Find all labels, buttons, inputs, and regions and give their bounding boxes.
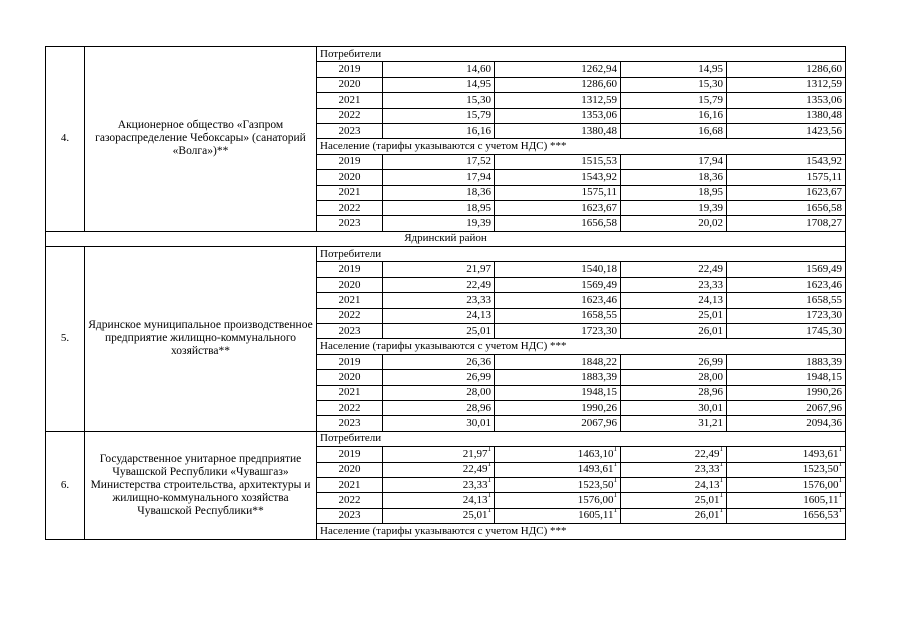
value-cell: 1708,27 (727, 216, 846, 231)
value-cell: 18,36 (383, 185, 495, 200)
value-cell: 20,02 (621, 216, 727, 231)
value-cell: 15,30 (621, 77, 727, 92)
group-header-row (46, 47, 846, 62)
year-cell: 2020 (317, 277, 383, 292)
value-cell: 26,99 (621, 354, 727, 369)
year-cell: 2023 (317, 324, 383, 339)
district-row (46, 231, 846, 246)
value-cell: 1990,26 (727, 385, 846, 400)
year-cell: 2021 (317, 477, 383, 492)
year-cell: 2020 (317, 462, 383, 477)
tariff-table (45, 46, 846, 540)
value-cell: 25,01$^1$ (383, 508, 495, 523)
group-label: Население (тарифы указываются с учетом НДС) *** (317, 139, 846, 154)
year-cell: 2021 (317, 385, 383, 400)
value-cell: 25,01 (383, 324, 495, 339)
value-cell: 1569,49 (495, 277, 621, 292)
footnote-mark: 1 (487, 446, 491, 453)
value-cell: 1540,18 (495, 262, 621, 277)
value-cell: 1576,00$^1$ (727, 477, 846, 492)
year-cell: 2019 (317, 447, 383, 462)
year-cell: 2022 (317, 308, 383, 323)
year-cell: 2022 (317, 493, 383, 508)
value-cell: 28,00 (383, 385, 495, 400)
value-cell: 22,49$^1$ (621, 447, 727, 462)
year-cell: 2022 (317, 400, 383, 415)
year-cell: 2019 (317, 154, 383, 169)
year-cell: 2019 (317, 262, 383, 277)
org-name: Акционерное общество «Газпром газораспределение Чебоксары» (санаторий «Волга»)** (85, 47, 317, 232)
value-cell: 1515,53 (495, 154, 621, 169)
org-name: Ядринское муниципальное производственное предприятие жилищно-коммунального хозяйства** (85, 247, 317, 432)
group-label: Население (тарифы указываются с учетом НДС) *** (317, 339, 846, 354)
value-cell: 1656,58 (727, 200, 846, 215)
value-cell: 1463,10$^1$ (495, 447, 621, 462)
value-cell: 1312,59 (727, 77, 846, 92)
group-label: Потребители (317, 247, 846, 262)
value-cell: 1353,06 (727, 93, 846, 108)
value-cell: 1312,59 (495, 93, 621, 108)
value-cell: 17,94 (621, 154, 727, 169)
value-cell: 22,49 (621, 262, 727, 277)
value-cell: 1656,58 (495, 216, 621, 231)
value-cell: 1523,50$^1$ (495, 477, 621, 492)
value-cell: 16,16 (621, 108, 727, 123)
year-cell: 2023 (317, 416, 383, 431)
footnote-mark: 1 (838, 462, 843, 469)
year-cell: 2019 (317, 62, 383, 77)
footnote-mark: 1 (719, 446, 723, 453)
district-heading: Ядринский район (46, 231, 846, 246)
footnote-mark: 1 (838, 446, 843, 453)
value-cell: 28,96 (621, 385, 727, 400)
value-cell: 17,52 (383, 154, 495, 169)
value-cell: 14,95 (383, 77, 495, 92)
footnote-mark: 1 (719, 477, 723, 484)
value-cell: 24,13 (383, 308, 495, 323)
footnote-mark: 1 (838, 508, 843, 515)
value-cell: 1493,61$^1$ (727, 447, 846, 462)
value-cell: 1658,55 (495, 308, 621, 323)
value-cell: 1883,39 (495, 370, 621, 385)
year-cell: 2023 (317, 508, 383, 523)
value-cell: 1605,11$^1$ (727, 493, 846, 508)
value-cell: 1848,22 (495, 354, 621, 369)
footnote-mark: 1 (613, 492, 617, 500)
value-cell: 18,95 (621, 185, 727, 200)
value-cell: 23,33$^1$ (621, 462, 727, 477)
value-cell: 28,96 (383, 400, 495, 415)
value-cell: 21,97$^1$ (383, 447, 495, 462)
value-cell: 1623,67 (727, 185, 846, 200)
value-cell: 1623,46 (495, 293, 621, 308)
footnote-mark: 1 (487, 492, 491, 500)
org-number: 5. (46, 247, 85, 432)
year-cell: 2020 (317, 170, 383, 185)
value-cell: 14,60 (383, 62, 495, 77)
value-cell: 18,36 (621, 170, 727, 185)
value-cell: 1569,49 (727, 262, 846, 277)
value-cell: 16,16 (383, 123, 495, 138)
org-name: Государственное унитарное предприятие Чувашской Республики «Чувашгаз» Министерства строительства, архитектуры и жилищно-коммунального хозяйства Чувашской Республики** (85, 431, 317, 539)
value-cell: 26,01 (621, 324, 727, 339)
org-number: 6. (46, 431, 85, 539)
footnote-mark: 1 (719, 492, 723, 500)
footnote-mark: 1 (838, 492, 843, 500)
value-cell: 1523,50$^1$ (727, 462, 846, 477)
value-cell: 2067,96 (495, 416, 621, 431)
value-cell: 2067,96 (727, 400, 846, 415)
footnote-mark: 1 (613, 462, 617, 469)
org-number: 4. (46, 47, 85, 232)
footnote-mark: 1 (487, 508, 491, 515)
value-cell: 2094,36 (727, 416, 846, 431)
footnote-mark: 1 (613, 477, 617, 484)
value-cell: 1723,30 (495, 324, 621, 339)
value-cell: 1380,48 (727, 108, 846, 123)
value-cell: 25,01$^1$ (621, 493, 727, 508)
value-cell: 1543,92 (727, 154, 846, 169)
value-cell: 1623,46 (727, 277, 846, 292)
value-cell: 1286,60 (495, 77, 621, 92)
value-cell: 24,13$^1$ (383, 493, 495, 508)
value-cell: 31,21 (621, 416, 727, 431)
year-cell: 2020 (317, 77, 383, 92)
year-cell: 2020 (317, 370, 383, 385)
footnote-mark: 1 (838, 477, 843, 484)
value-cell: 18,95 (383, 200, 495, 215)
value-cell: 1353,06 (495, 108, 621, 123)
value-cell: 14,95 (621, 62, 727, 77)
value-cell: 1723,30 (727, 308, 846, 323)
year-cell: 2021 (317, 93, 383, 108)
value-cell: 22,49 (383, 277, 495, 292)
year-cell: 2022 (317, 200, 383, 215)
value-cell: 23,33$^1$ (383, 477, 495, 492)
value-cell: 1262,94 (495, 62, 621, 77)
value-cell: 26,36 (383, 354, 495, 369)
value-cell: 24,13$^1$ (621, 477, 727, 492)
value-cell: 15,30 (383, 93, 495, 108)
value-cell: 1623,67 (495, 200, 621, 215)
group-header-row (46, 431, 846, 446)
year-cell: 2019 (317, 354, 383, 369)
year-cell: 2023 (317, 216, 383, 231)
footnote-mark: 1 (487, 462, 491, 469)
group-label: Потребители (317, 431, 846, 446)
value-cell: 1948,15 (727, 370, 846, 385)
value-cell: 1656,53$^1$ (727, 508, 846, 523)
value-cell: 15,79 (383, 108, 495, 123)
value-cell: 1423,56 (727, 123, 846, 138)
value-cell: 1745,30 (727, 324, 846, 339)
value-cell: 1575,11 (727, 170, 846, 185)
value-cell: 1286,60 (727, 62, 846, 77)
value-cell: 1990,26 (495, 400, 621, 415)
value-cell: 1883,39 (727, 354, 846, 369)
value-cell: 26,99 (383, 370, 495, 385)
value-cell: 1493,61$^1$ (495, 462, 621, 477)
footnote-mark: 1 (719, 508, 723, 515)
footnote-mark: 1 (613, 446, 617, 453)
value-cell: 1575,11 (495, 185, 621, 200)
value-cell: 30,01 (621, 400, 727, 415)
value-cell: 26,01$^1$ (621, 508, 727, 523)
value-cell: 24,13 (621, 293, 727, 308)
value-cell: 15,79 (621, 93, 727, 108)
value-cell: 1658,55 (727, 293, 846, 308)
footnote-mark: 1 (613, 508, 617, 515)
value-cell: 25,01 (621, 308, 727, 323)
value-cell: 19,39 (621, 200, 727, 215)
value-cell: 19,39 (383, 216, 495, 231)
footnote-mark: 1 (719, 462, 723, 469)
group-label: Население (тарифы указываются с учетом НДС) *** (317, 524, 846, 539)
group-header-row (46, 247, 846, 262)
value-cell: 21,97 (383, 262, 495, 277)
footnote-mark: 1 (487, 477, 491, 484)
year-cell: 2022 (317, 108, 383, 123)
value-cell: 1543,92 (495, 170, 621, 185)
group-label: Потребители (317, 47, 846, 62)
value-cell: 23,33 (621, 277, 727, 292)
year-cell: 2021 (317, 293, 383, 308)
value-cell: 1380,48 (495, 123, 621, 138)
year-cell: 2021 (317, 185, 383, 200)
value-cell: 1605,11$^1$ (495, 508, 621, 523)
value-cell: 1576,00$^1$ (495, 493, 621, 508)
value-cell: 22,49$^1$ (383, 462, 495, 477)
year-cell: 2023 (317, 123, 383, 138)
value-cell: 28,00 (621, 370, 727, 385)
value-cell: 30,01 (383, 416, 495, 431)
value-cell: 16,68 (621, 123, 727, 138)
value-cell: 1948,15 (495, 385, 621, 400)
value-cell: 17,94 (383, 170, 495, 185)
value-cell: 23,33 (383, 293, 495, 308)
